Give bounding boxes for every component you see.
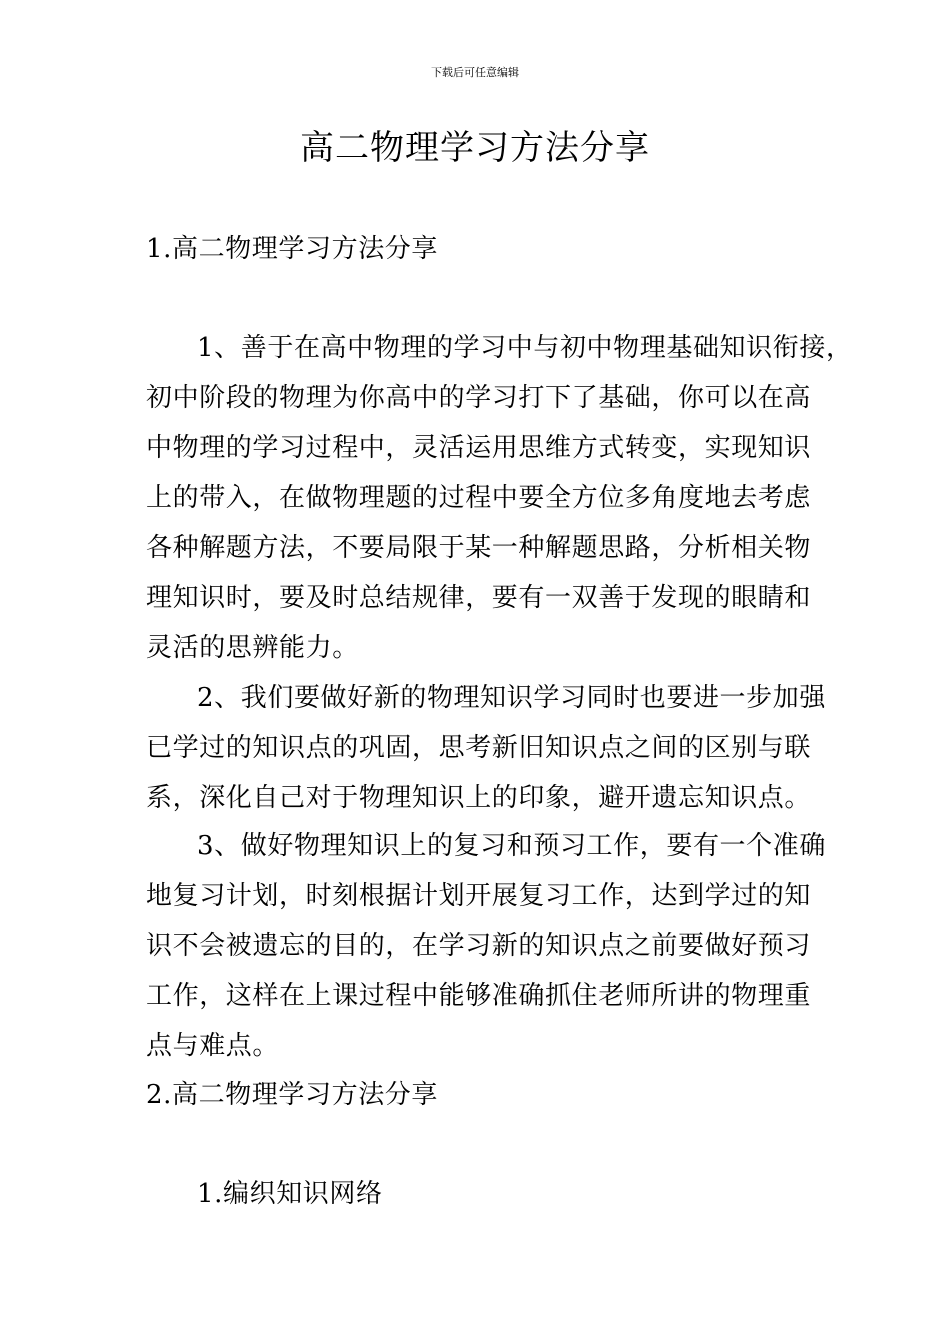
paragraph-3-line-1: 3、做好物理知识上的复习和预习工作，要有一个准确 bbox=[197, 831, 826, 861]
document-title: 高二物理学习方法分享 bbox=[300, 128, 650, 168]
paragraph-1-line-1: 1、善于在高中物理的学习中与初中物理基础知识衔接， bbox=[197, 333, 853, 363]
paragraph-1-line-3: 中物理的学习过程中，灵活运用思维方式转变，实现知识 bbox=[146, 433, 812, 463]
paragraph-1-line-5: 各种解题方法，不要局限于某一种解题思路，分析相关物 bbox=[146, 533, 812, 563]
section-1-heading: 1.高二物理学习方法分享 bbox=[146, 234, 439, 264]
section-2-item-1: 1.编织知识网络 bbox=[197, 1179, 383, 1209]
paragraph-1-line-4: 上的带入，在做物理题的过程中要全方位多角度地去考虑 bbox=[146, 483, 812, 513]
paragraph-3-line-4: 工作，这样在上课过程中能够准确抓住老师所讲的物理重 bbox=[146, 981, 812, 1011]
paragraph-1-line-7: 灵活的思辨能力。 bbox=[146, 633, 359, 663]
paragraph-1-line-2: 初中阶段的物理为你高中的学习打下了基础，你可以在高 bbox=[146, 383, 812, 413]
paragraph-3-line-2: 地复习计划，时刻根据计划开展复习工作，达到学过的知 bbox=[146, 881, 812, 911]
paragraph-2-line-1: 2、我们要做好新的物理知识学习同时也要进一步加强 bbox=[197, 683, 826, 713]
header-note: 下载后可任意编辑 bbox=[431, 66, 519, 79]
paragraph-2-line-3: 系，深化自己对于物理知识上的印象，避开遗忘知识点。 bbox=[146, 783, 812, 813]
paragraph-2-line-2: 已学过的知识点的巩固，思考新旧知识点之间的区别与联 bbox=[146, 733, 812, 763]
paragraph-3-line-3: 识不会被遗忘的目的，在学习新的知识点之前要做好预习 bbox=[146, 931, 812, 961]
paragraph-3-line-5: 点与难点。 bbox=[146, 1031, 280, 1061]
section-2-heading: 2.高二物理学习方法分享 bbox=[146, 1080, 439, 1110]
paragraph-1-line-6: 理知识时，要及时总结规律，要有一双善于发现的眼睛和 bbox=[146, 583, 812, 613]
